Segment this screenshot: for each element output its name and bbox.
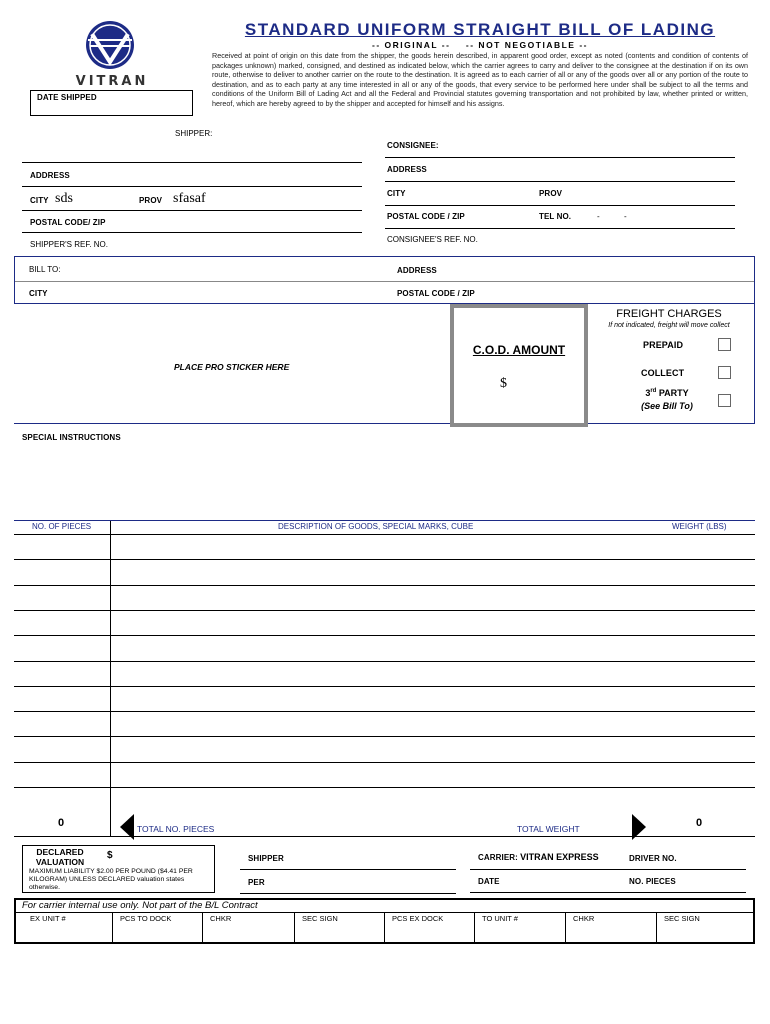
vitran-emblem-icon bbox=[60, 18, 160, 76]
consignee-label: CONSIGNEE: bbox=[387, 141, 439, 150]
pieces-cell[interactable] bbox=[14, 712, 110, 736]
carrier-col-field[interactable] bbox=[566, 924, 655, 942]
col-header-weight: WEIGHT (LBS) bbox=[672, 522, 727, 531]
carrier-col-field[interactable] bbox=[295, 924, 383, 942]
third-party-label bbox=[637, 388, 697, 398]
consignee-address-label: ADDRESS bbox=[387, 165, 427, 174]
date-shipped-label: DATE SHIPPED bbox=[37, 93, 97, 102]
carrier-col-field[interactable] bbox=[657, 924, 752, 942]
consignee-city-line[interactable] bbox=[385, 205, 735, 206]
carrier-col-header: PCS TO DOCK bbox=[120, 914, 172, 923]
shipper-city-line bbox=[22, 210, 362, 211]
shipper-sign-label: SHIPPER bbox=[248, 854, 284, 863]
shipper-postal-line[interactable] bbox=[22, 232, 362, 233]
total-weight-label: TOTAL WEIGHT bbox=[517, 824, 580, 834]
col-header-pieces: NO. OF PIECES bbox=[32, 522, 92, 531]
pieces-cell[interactable] bbox=[14, 788, 110, 812]
prepaid-label: PREPAID bbox=[643, 340, 684, 350]
description-cell[interactable] bbox=[111, 788, 755, 812]
bill-to-label: BILL TO: bbox=[29, 265, 61, 274]
shipper-city-label: CITY bbox=[30, 196, 49, 205]
bill-to-box bbox=[14, 256, 755, 304]
carrier-col-header: PCS EX DOCK bbox=[392, 914, 444, 923]
consignee-postal-label: POSTAL CODE / ZIP bbox=[387, 212, 465, 221]
logo-wordmark: VITRAN bbox=[75, 74, 149, 89]
consignee-tel-label: TEL NO. bbox=[539, 212, 572, 221]
page-title: STANDARD UNIFORM STRAIGHT BILL OF LADING bbox=[244, 20, 716, 39]
third-party-checkbox[interactable] bbox=[718, 394, 731, 407]
special-instructions-area[interactable] bbox=[14, 445, 755, 520]
see-bill-to-label: (See Bill To) bbox=[641, 401, 693, 411]
pieces-cell[interactable] bbox=[14, 737, 110, 761]
pieces-cell[interactable] bbox=[14, 662, 110, 686]
consignee-tel-sep-1: - bbox=[597, 212, 600, 221]
carrier-field bbox=[478, 852, 599, 862]
carrier-col-field[interactable] bbox=[113, 924, 201, 942]
bill-to-line[interactable] bbox=[15, 281, 754, 282]
prepaid-checkbox[interactable] bbox=[718, 338, 731, 351]
freight-charges-note: If not indicated, freight will move collect bbox=[608, 322, 730, 329]
pieces-cell[interactable] bbox=[14, 687, 110, 711]
declared-title-line2: VALUATION bbox=[35, 857, 85, 867]
shipper-sign-line[interactable] bbox=[240, 869, 456, 870]
driver-no-label: DRIVER NO. bbox=[629, 854, 677, 863]
pieces-cell[interactable] bbox=[14, 560, 110, 584]
shipper-city-value[interactable]: sds bbox=[55, 191, 73, 206]
carrier-col-field[interactable] bbox=[203, 924, 293, 942]
per-label: PER bbox=[248, 878, 265, 887]
consignee-city-label: CITY bbox=[387, 189, 406, 198]
vitran-logo bbox=[60, 18, 160, 88]
declared-currency: $ bbox=[107, 850, 113, 861]
shipper-address-line[interactable] bbox=[22, 186, 362, 187]
carrier-col-header: SEC SIGN bbox=[664, 914, 700, 923]
bill-to-city-label: CITY bbox=[29, 289, 48, 298]
description-cell[interactable] bbox=[111, 611, 755, 635]
terms-paragraph: Received at point of origin on this date from the shipper, the goods herein described, in apparent good order, except as noted (contents and condition of contents of packages unknown) marked, consigned, and destined as indicated below, which the carrier agrees to carry and deliver to the consignee at the destination if on its own route, otherwise to deliver to another carrier on the route to the destination. It is agreed as to each carrier of all or any of the goods over all or any portion of the route to destination, and as to each party at any time interested in all or any of the goods, that every service to be performed here under shall be subject to all the terms and conditions of the Uniform Bill of Lading Act and all the Federal and Provincial statutes governing transportation and not prohibited by law, whether printed or written, hereof, which are hereby agreed to by the shipper and accepted for himself and his assigns. bbox=[212, 51, 748, 108]
declared-note: MAXIMUM LIABILITY $2.00 PER POUND ($4.41 PER KILOGRAM) UNLESS DECLARED valuation states otherwise. bbox=[29, 868, 193, 891]
description-cell[interactable] bbox=[111, 687, 755, 711]
carrier-col-header: TO UNIT # bbox=[482, 914, 518, 923]
third-party-number: 3 bbox=[645, 388, 651, 398]
shipper-name-line[interactable] bbox=[22, 162, 362, 163]
declared-title bbox=[29, 847, 91, 867]
carrier-col-field[interactable] bbox=[475, 924, 564, 942]
description-cell[interactable] bbox=[111, 737, 755, 761]
shipper-postal-label: POSTAL CODE/ ZIP bbox=[30, 218, 106, 227]
consignee-name-line[interactable] bbox=[385, 157, 735, 158]
shipper-ref-label: SHIPPER'S REF. NO. bbox=[30, 240, 108, 249]
special-instructions-label: SPECIAL INSTRUCTIONS bbox=[22, 433, 121, 442]
total-pieces-label: TOTAL NO. PIECES bbox=[137, 824, 215, 834]
consignee-address-line[interactable] bbox=[385, 181, 735, 182]
consignee-postal-line[interactable] bbox=[385, 228, 735, 229]
cod-amount-label: C.O.D. AMOUNT bbox=[472, 343, 566, 357]
goods-table bbox=[14, 520, 755, 837]
description-cell[interactable] bbox=[111, 662, 755, 686]
carrier-value: VITRAN EXPRESS bbox=[520, 852, 599, 862]
collect-label: COLLECT bbox=[641, 368, 685, 378]
shipper-label: SHIPPER: bbox=[175, 129, 213, 138]
pro-sticker-label: PLACE PRO STICKER HERE bbox=[174, 362, 290, 372]
shipper-prov-value[interactable]: sfasaf bbox=[173, 191, 206, 206]
shipper-prov-label: PROV bbox=[139, 196, 163, 205]
description-cell[interactable] bbox=[111, 636, 755, 660]
date-line[interactable] bbox=[470, 892, 746, 893]
total-pieces-value[interactable]: 0 bbox=[58, 817, 65, 829]
carrier-internal-box bbox=[14, 898, 755, 944]
document-subtitle: -- ORIGINAL -- -- NOT NEGOTIABLE -- bbox=[372, 40, 588, 50]
carrier-col-header: CHKR bbox=[210, 914, 232, 923]
shipper-address-label: ADDRESS bbox=[30, 171, 70, 180]
per-sign-line[interactable] bbox=[240, 893, 456, 894]
third-party-word: PARTY bbox=[658, 388, 689, 398]
carrier-line[interactable] bbox=[470, 869, 746, 870]
cod-box[interactable] bbox=[450, 304, 588, 427]
description-cell[interactable] bbox=[111, 535, 755, 559]
pieces-cell[interactable] bbox=[14, 586, 110, 610]
description-cell[interactable] bbox=[111, 560, 755, 584]
carrier-col-field[interactable] bbox=[17, 924, 111, 942]
description-cell[interactable] bbox=[111, 763, 755, 787]
description-cell[interactable] bbox=[111, 712, 755, 736]
no-pieces-label: NO. PIECES bbox=[629, 877, 676, 886]
carrier-col-field[interactable] bbox=[385, 924, 473, 942]
right-arrow-icon bbox=[632, 814, 646, 840]
carrier-col-header: EX UNIT # bbox=[30, 914, 66, 923]
total-weight-value[interactable]: 0 bbox=[696, 817, 703, 829]
pieces-cell[interactable] bbox=[14, 611, 110, 635]
consignee-ref-label: CONSIGNEE'S REF. NO. bbox=[387, 235, 478, 244]
bill-to-postal-label: POSTAL CODE / ZIP bbox=[397, 289, 475, 298]
pieces-cell[interactable] bbox=[14, 763, 110, 787]
carrier-col-header: SEC SIGN bbox=[302, 914, 338, 923]
pieces-cell[interactable] bbox=[14, 535, 110, 559]
left-arrow-icon bbox=[120, 814, 134, 840]
declared-title-line1: DECLARED bbox=[36, 847, 84, 857]
third-party-ordinal: rd bbox=[650, 388, 657, 394]
cod-currency: $ bbox=[500, 376, 507, 391]
bill-to-address-label: ADDRESS bbox=[397, 266, 437, 275]
carrier-internal-title: For carrier internal use only. Not part of the B/L Contract bbox=[22, 900, 258, 911]
description-cell[interactable] bbox=[111, 586, 755, 610]
collect-checkbox[interactable] bbox=[718, 366, 731, 379]
freight-charges-title: FREIGHT CHARGES bbox=[616, 308, 722, 320]
date-shipped-box[interactable] bbox=[30, 90, 193, 116]
col-header-description: DESCRIPTION OF GOODS, SPECIAL MARKS, CUBE bbox=[278, 522, 474, 531]
date-label: DATE bbox=[478, 877, 500, 886]
pieces-cell[interactable] bbox=[14, 636, 110, 660]
carrier-col-header: CHKR bbox=[573, 914, 595, 923]
consignee-prov-label: PROV bbox=[539, 189, 563, 198]
carrier-label: CARRIER: bbox=[478, 853, 518, 862]
consignee-tel-sep-2: - bbox=[624, 212, 627, 221]
declared-valuation-box[interactable] bbox=[22, 845, 215, 893]
